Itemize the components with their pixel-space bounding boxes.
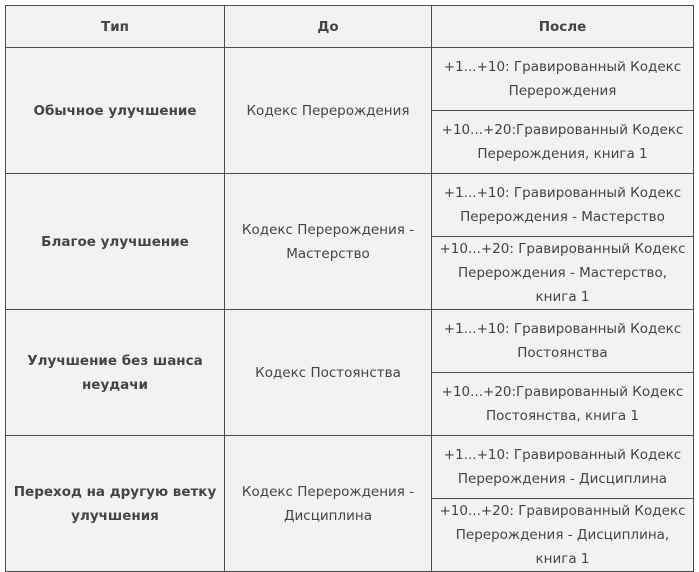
upgrade-table-wrapper bbox=[5, 5, 694, 572]
row-after: +1...+10: Гравированный Кодекс Перерождения - Дисциплина bbox=[432, 436, 694, 499]
table-row bbox=[6, 174, 694, 237]
row-type: Обычное улучшение bbox=[6, 48, 225, 174]
row-after: +1...+10: Гравированный Кодекс Перерождения bbox=[432, 48, 694, 111]
table-row bbox=[6, 436, 694, 499]
row-after: +1...+10: Гравированный Кодекс Перерождения - Мастерство bbox=[432, 174, 694, 237]
row-before: Кодекс Перерождения - Мастерство bbox=[225, 174, 432, 310]
row-type: Улучшение без шанса неудачи bbox=[6, 310, 225, 436]
table-row bbox=[6, 310, 694, 373]
row-after: +10...+20:Гравированный Кодекс Перерождения, книга 1 bbox=[432, 111, 694, 174]
row-after: +1...+10: Гравированный Кодекс Постоянства bbox=[432, 310, 694, 373]
row-before: Кодекс Перерождения bbox=[225, 48, 432, 174]
table-row bbox=[6, 48, 694, 111]
row-after: +10...+20:Гравированный Кодекс Постоянства, книга 1 bbox=[432, 373, 694, 436]
row-after: +10...+20: Гравированный Кодекс Перерождения - Дисциплина, книга 1 bbox=[432, 499, 694, 572]
row-type: Переход на другую ветку улучшения bbox=[6, 436, 225, 572]
row-before: Кодекс Постоянства bbox=[225, 310, 432, 436]
header-type: Тип bbox=[6, 6, 225, 48]
header-before: До bbox=[225, 6, 432, 48]
header-after: После bbox=[432, 6, 694, 48]
row-before: Кодекс Перерождения - Дисциплина bbox=[225, 436, 432, 572]
row-type: Благое улучшение bbox=[6, 174, 225, 310]
row-after: +10...+20: Гравированный Кодекс Перерождения - Мастерство, книга 1 bbox=[432, 237, 694, 310]
header-row bbox=[6, 6, 694, 48]
upgrade-table bbox=[5, 5, 694, 572]
